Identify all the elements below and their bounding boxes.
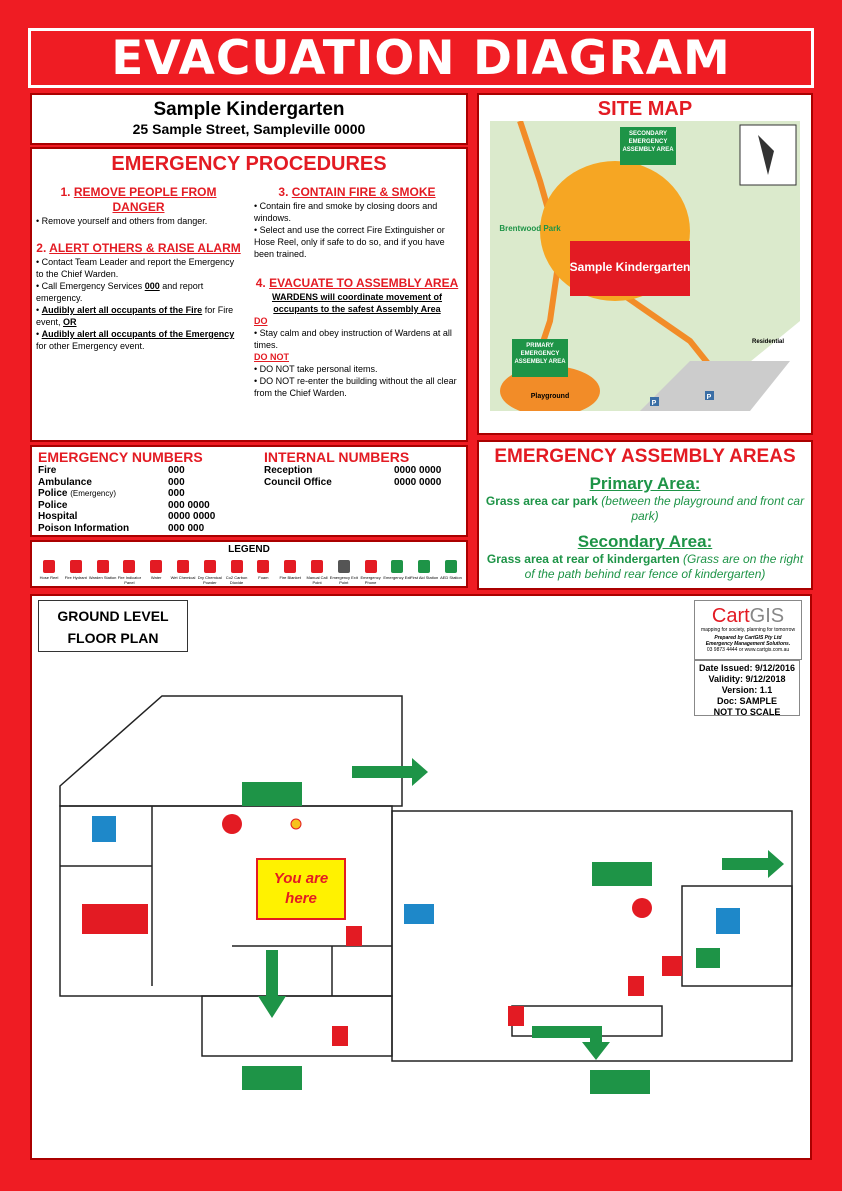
legend-icon — [365, 560, 377, 573]
extinguisher-icon-2 — [332, 1026, 348, 1046]
step-4-title: 4. EVACUATE TO ASSEMBLY AREA — [255, 276, 459, 290]
legend-item: First Aid Station — [410, 560, 438, 580]
you-are-here-marker — [291, 819, 301, 829]
warden-station-icon-2 — [632, 898, 652, 918]
emergency-numbers: EMERGENCY NUMBERS Fire 000 Ambulance 000 Police (Emergency) 000 Police 000 0000 Hospital 0000 0000 Poison Information 000 000 — [38, 449, 216, 534]
floor-plan — [32, 686, 812, 1156]
legend-panel: LEGEND Hose Reel Fire Hydrant Warden Station Fire Indicator Panel Water Wet Chemical Dry Chemical Powder Co2 Carbon Dioxide Foam Fire Blanket Manual Call Point Emergency Exit Point Emergency Phone Emergency Exit First Aid Station AED Station — [30, 540, 468, 588]
svg-text:P: P — [706, 394, 712, 401]
exit-arrow-2 — [722, 850, 784, 878]
wall-outline-1 — [60, 696, 402, 806]
legend-icon — [70, 560, 82, 573]
procedures-right: 3. CONTAIN FIRE & SMOKE • Contain fire and smoke by closing doors and windows. • Select and use the correct Fire Extinguisher or Hose Reel, only if safe to do so, and if you have been trained. 4. EVACUATE TO ASSEMBLY AREA WARDENS will coordinate movement of occupants to the safest Assembly Area DO • Stay calm and obey instruction of Wardens at all times. DO NOT • DO NOT take personal items. • DO NOT re-enter the building without the all clear from the Chief Warden. — [254, 185, 459, 398]
legend-icon — [123, 560, 135, 573]
first-aid-icon — [696, 948, 720, 968]
fire-blanket-icon — [662, 956, 682, 976]
exit-sign-icon-4 — [590, 1070, 650, 1094]
floor-plan-panel — [30, 594, 812, 1160]
toilet-icon-2 — [716, 908, 740, 934]
poster-title: EVACUATION DIAGRAM — [28, 28, 814, 88]
legend-icon — [284, 560, 296, 573]
exit-sign-icon-3 — [242, 1066, 302, 1090]
site-map: Sample Kindergarten Playground P P Brentwood Park Residential SECONDARY EMERGENCY ASSEMBLY AREA PRIMARY EMERGENCY ASSEMBLY AREA — [490, 121, 800, 411]
legend-item: AED Station — [437, 560, 465, 580]
numbers-panel — [30, 445, 468, 537]
fire-panel-icon — [82, 904, 148, 934]
legend-item: Hose Reel — [35, 560, 63, 580]
legend-item: Manual Call Point — [303, 560, 331, 585]
toilet-icon-3 — [404, 904, 434, 924]
exit-sign-icon-1 — [242, 782, 302, 806]
legend-item: Co2 Carbon Dioxide — [223, 560, 251, 585]
exit-arrow-1 — [352, 758, 428, 786]
legend-icon — [231, 560, 243, 573]
extinguisher-icon-4 — [628, 976, 644, 996]
legend-item: Foam — [249, 560, 277, 580]
assembly-heading: EMERGENCY ASSEMBLY AREAS — [494, 446, 796, 467]
residential-label: Residential — [751, 339, 785, 345]
you-are-here-label: You are here — [256, 858, 346, 920]
legend-icon — [257, 560, 269, 573]
legend-icon — [150, 560, 162, 573]
address-panel — [30, 93, 468, 145]
site-map-panel — [477, 93, 813, 435]
legend-item: Emergency Phone — [357, 560, 385, 585]
venue-name: Sample Kindergarten — [153, 99, 345, 120]
floor-label: GROUND LEVEL FLOOR PLAN — [38, 600, 188, 652]
legend-icon — [418, 560, 430, 573]
step-3-title: 3. CONTAIN FIRE & SMOKE — [278, 185, 436, 199]
legend-item: Fire Indicator Panel — [115, 560, 143, 585]
legend-icon — [338, 560, 350, 573]
wall-outline-3 — [202, 996, 392, 1056]
exit-arrow-3 — [258, 950, 286, 1018]
toilet-icon-1 — [92, 816, 116, 842]
procedures-panel — [30, 147, 468, 442]
legend-icon — [43, 560, 55, 573]
venue-address: 25 Sample Street, Sampleville 0000 — [132, 121, 366, 137]
wall-outline-4 — [392, 811, 792, 1061]
document-info: Date Issued: 9/12/2016 Validity: 9/12/2018 Version: 1.1 Doc: SAMPLE NOT TO SCALE — [694, 660, 800, 716]
legend-item: Warden Station — [89, 560, 117, 580]
assembly-areas-panel: EMERGENCY ASSEMBLY AREAS Primary Area: Grass area car park (between the playground and front car park) Secondary Area: Grass area at rear of kindergarten (Grass are on the right of the path behind rear fence of kindergarten) — [477, 440, 813, 590]
legend-icon — [311, 560, 323, 573]
site-map-heading: SITE MAP — [597, 98, 693, 120]
park-label: Brentwood Park — [499, 224, 561, 233]
legend-icon — [177, 560, 189, 573]
legend-icon — [204, 560, 216, 573]
legend-item: Fire Hydrant — [62, 560, 90, 580]
cartgis-logo: CartGIS mapping for society, planning for tomorrow Prepared by CartGIS Pty Ltd Emergency Management Solutions. 03 9873 4444 or www.cartgis.com.au — [694, 600, 802, 660]
extinguisher-icon-1 — [346, 926, 362, 946]
exit-sign-icon-2 — [592, 862, 652, 886]
legend-item: Water — [142, 560, 170, 580]
warden-station-icon-1 — [222, 814, 242, 834]
legend-item: Wet Chemical — [169, 560, 197, 580]
extinguisher-icon-3 — [508, 1006, 524, 1026]
procedures-heading: EMERGENCY PROCEDURES — [111, 153, 387, 175]
legend-item: Emergency Exit — [383, 560, 411, 580]
legend-icon — [445, 560, 457, 573]
exit-arrow-4 — [532, 1026, 610, 1060]
legend-icon — [391, 560, 403, 573]
legend-icon — [97, 560, 109, 573]
legend-item: Dry Chemical Powder — [196, 560, 224, 585]
svg-text:P: P — [651, 400, 657, 407]
playground-label: Playground — [530, 393, 570, 400]
internal-numbers: INTERNAL NUMBERS Reception 0000 0000 Council Office 0000 0000 — [264, 449, 442, 488]
procedures-left: 1. REMOVE PEOPLE FROM DANGER • Remove yourself and others from danger. 2. ALERT OTHERS & RAISE ALARM • Contact Team Leader and report the Emergency to the Chief Warden. • Call Emergency Services 000 and report emergency. • Audibly alert all occupants of the Fire for Fire event, OR • Audibly alert all occupants of the Emergency for other Emergency event. — [36, 185, 241, 351]
step-2-title: 2. ALERT OTHERS & RAISE ALARM — [36, 241, 241, 255]
school-label: Sample Kindergarten — [569, 260, 691, 274]
step-1-title: 1. REMOVE PEOPLE FROM DANGER — [60, 185, 217, 214]
legend-item: Fire Blanket — [276, 560, 304, 580]
legend-item: Emergency Exit Point — [330, 560, 358, 585]
